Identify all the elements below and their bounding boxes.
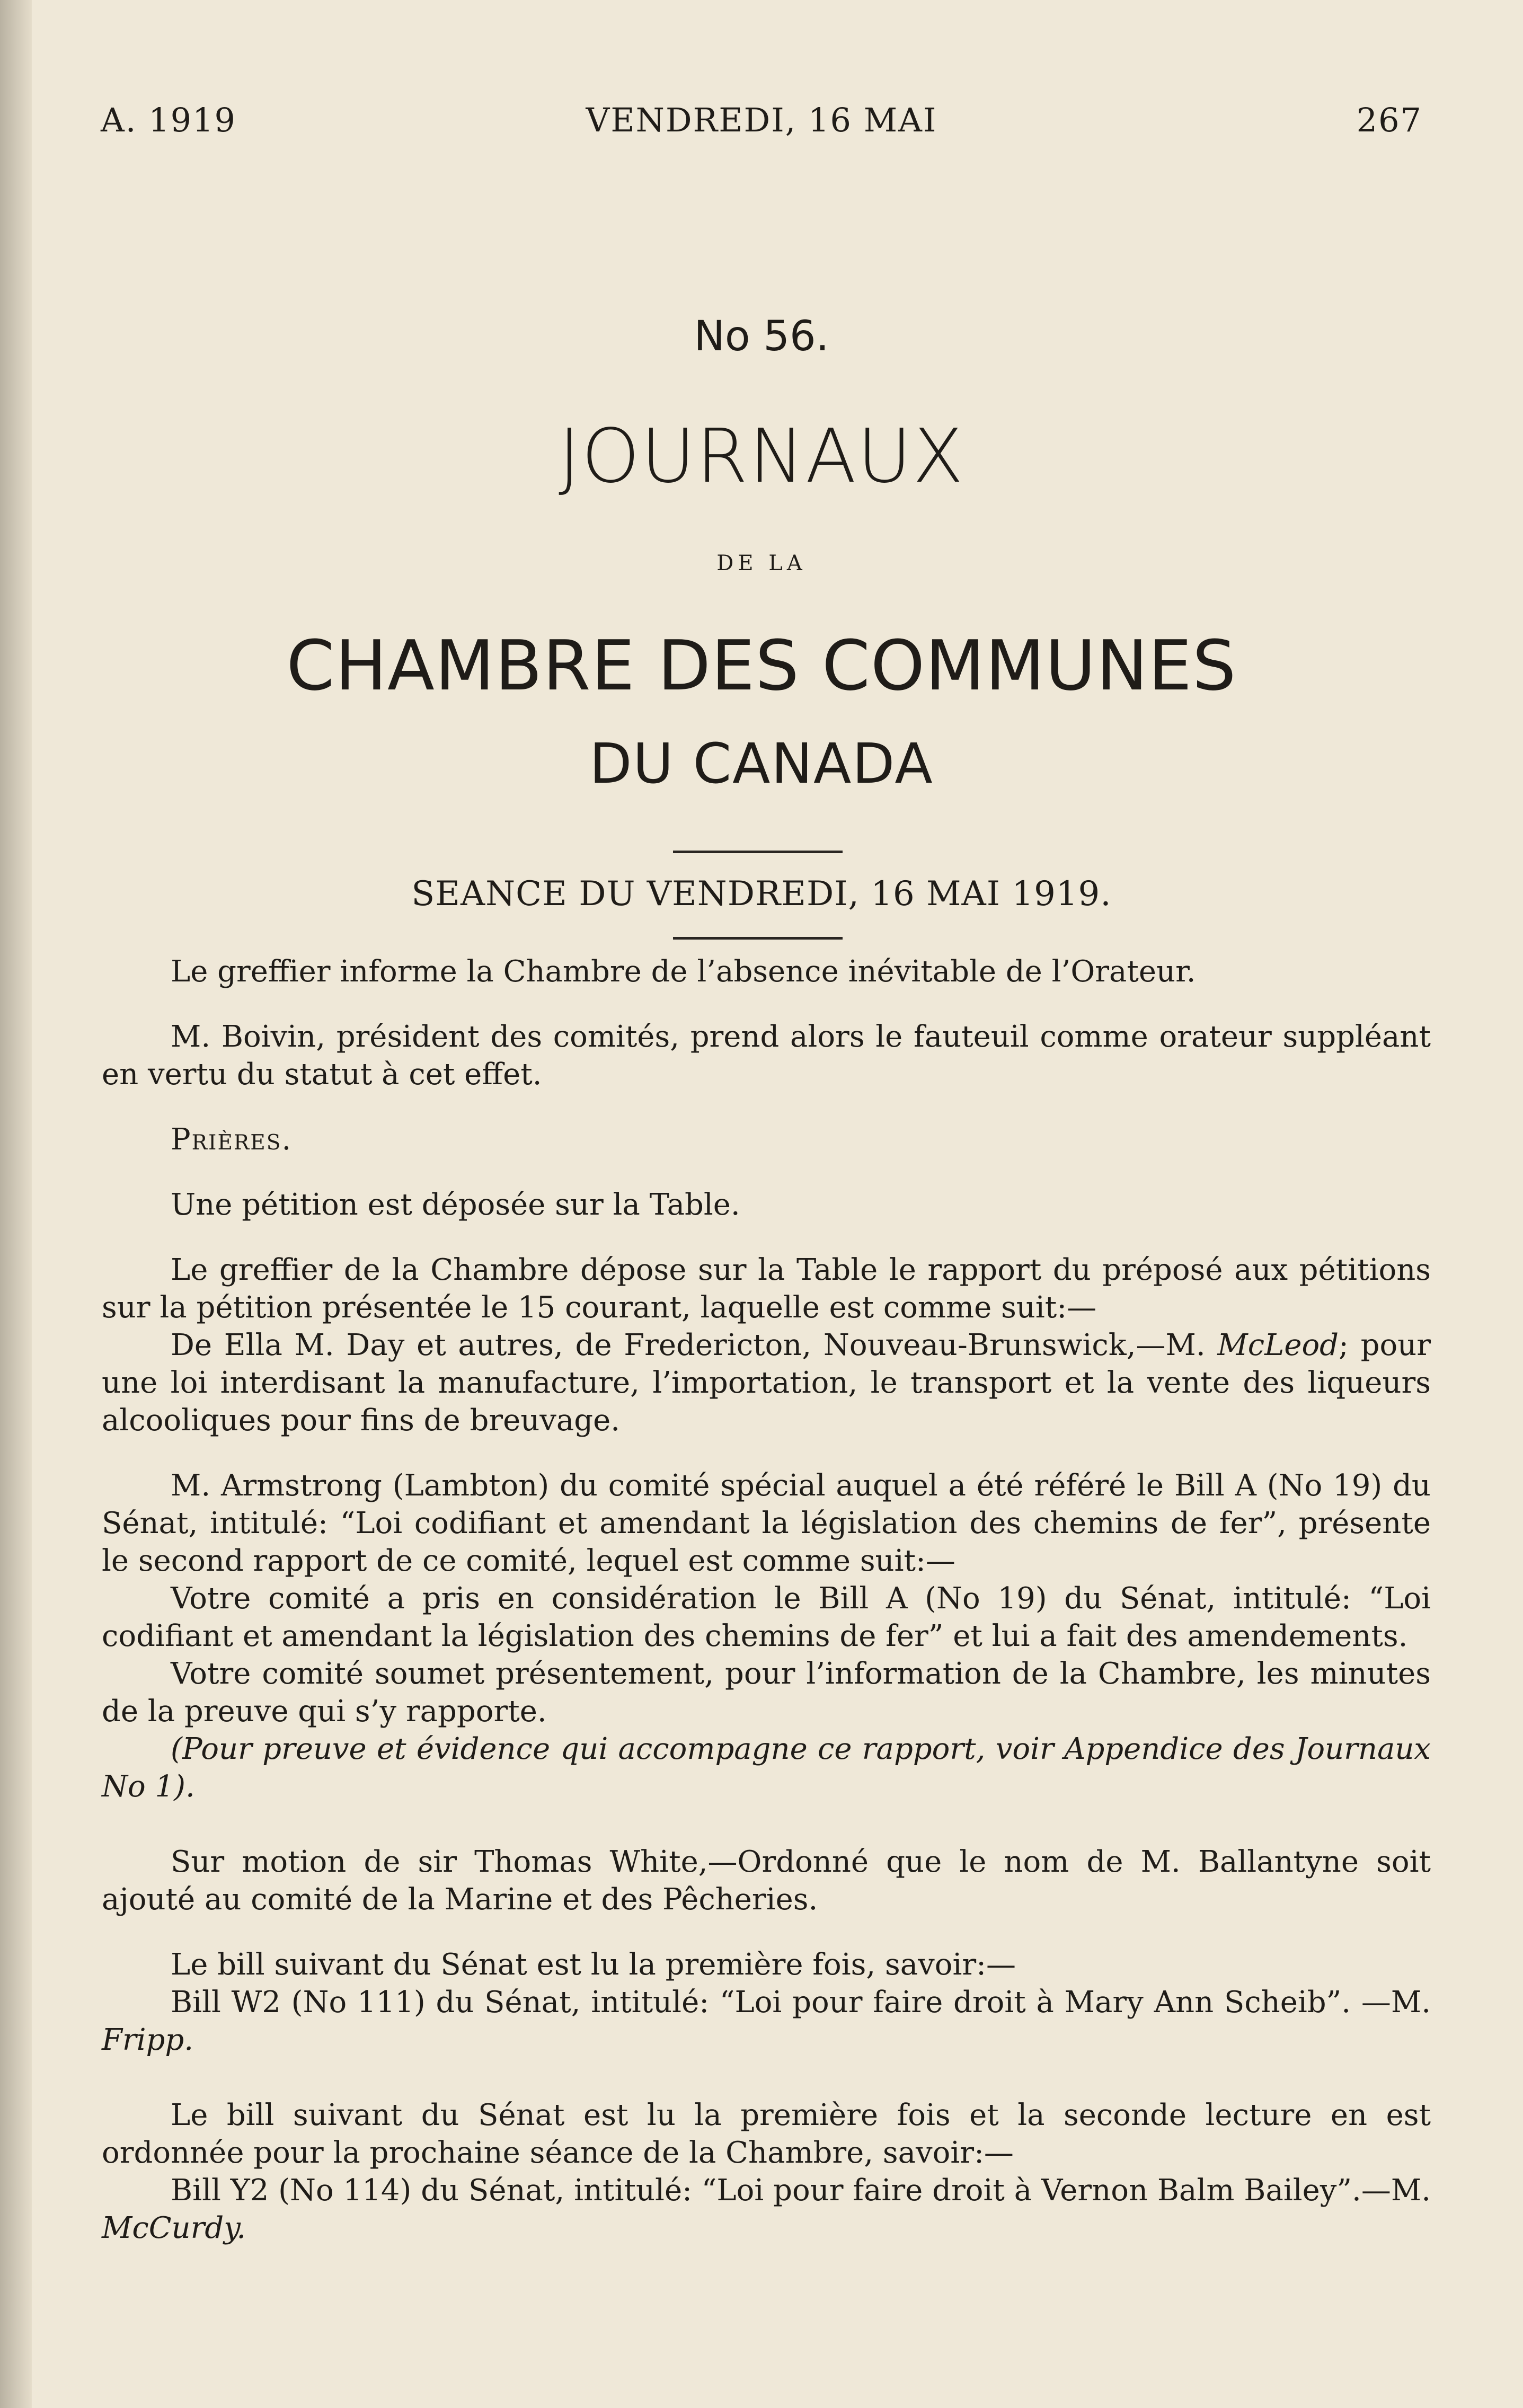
bill-w2-text: Bill W2 (No 111) du Sénat, intitulé: “Loi pour faire droit à Mary Ann Scheib”. —M. [171,1985,1431,2020]
paragraph-committee-submits: Votre comité soumet présentement, pour l’information de la Chambre, les minutes de la preuve qui s’y rapporte. [102,1657,1431,1729]
member-name: Fripp. [102,2023,194,2057]
paragraph-ella-day [102,1326,1431,1439]
header-year: A. 1919 [101,101,236,139]
house-title: CHAMBRE DES COMMUNES [286,625,1237,706]
paragraph-bill-y2 [102,2172,1431,2247]
title-connector: DE LA [716,551,807,576]
bill-y2-text: Bill Y2 (No 114) du Sénat, intitulé: “Loi pour faire droit à Vernon Balm Bailey”.—M. [171,2173,1431,2208]
paragraph-clerk-report: Le greffier de la Chambre dépose sur la Table le rapport du préposé aux pétitions sur la pétition présentée le 15 courant, laquelle est comme suit:— [102,1253,1431,1325]
running-header [101,101,1422,148]
paragraph-bill-w2 [102,1984,1431,2059]
petition-text: De Ella M. Day et autres, de Fredericton, Nouveau-Brunswick,—M. [171,1328,1206,1362]
paragraph-appendix-note [102,1730,1431,1805]
title-divider-top [673,851,843,853]
paragraph-armstrong: M. Armstrong (Lambton) du comité spécial auquel a été référé le Bill A (No 19) du Sénat, intitulé: “Loi codifiant et amendant la législation des chemins de fer”, présente le second rapport de ce comité, lequel est comme suit:— [102,1468,1431,1578]
appendix-note: (Pour preuve et évidence qui accompagne ce rapport, voir Appendice des Journaux No 1). [102,1732,1431,1804]
journal-body [102,953,1431,2247]
paragraph-committee-considered: Votre comité a pris en considération le Bill A (No 19) du Sénat, intitulé: “Loi codifiant et amendant la législation des chemins de fer” et lui a fait des amendements. [102,1581,1431,1653]
page-number: 267 [1356,101,1422,139]
paragraph-first-reading: Le bill suivant du Sénat est lu la première fois, savoir:— [171,1947,1016,1982]
title-divider-bottom [673,937,843,940]
paragraph-petition: Une pétition est déposée sur la Table. [171,1188,740,1222]
petition-rest: ; pour une loi interdisant la manufacture, l’importation, le transport et la vente des liqueurs alcooliques pour fins de breuvage. [102,1328,1431,1438]
page-gutter-shadow [0,0,32,2408]
paragraph-absence: Le greffier informe la Chambre de l’absence inévitable de l’Orateur. [171,954,1196,989]
member-name: McLeod [1217,1328,1339,1362]
issue-number: No 56. [694,313,829,360]
paragraph-prayers: Prières. [171,1122,293,1157]
member-name: McCurdy. [102,2211,246,2245]
paragraph-second-reading: Le bill suivant du Sénat est lu la première fois et la seconde lecture en est ordonnée pour la prochaine séance de la Chambre, savoir:— [102,2098,1431,2170]
paragraph-boivin: M. Boivin, président des comités, prend alors le fauteuil comme orateur suppléant en vertu du statut à cet effet. [102,1020,1431,1092]
sitting-heading: SEANCE DU VENDREDI, 16 MAI 1919. [411,874,1112,914]
country-title: DU CANADA [589,731,934,796]
header-date: VENDREDI, 16 MAI [586,101,937,139]
journal-title: JOURNAUX [558,413,965,500]
paragraph-white-motion: Sur motion de sir Thomas White,—Ordonné que le nom de M. Ballantyne soit ajouté au comité de la Marine et des Pêcheries. [102,1845,1431,1917]
